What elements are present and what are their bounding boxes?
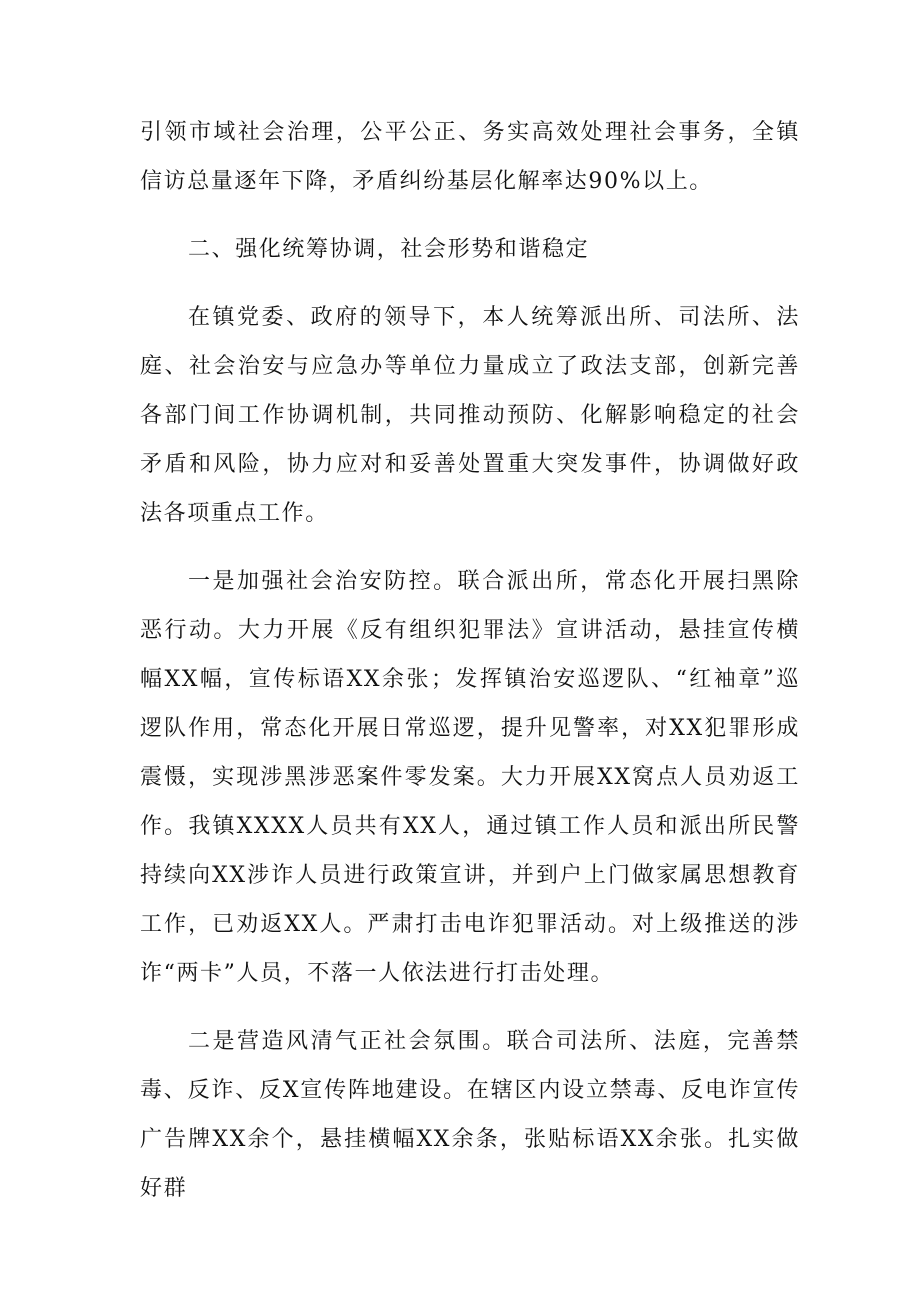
section-heading: 二、强化统筹协调，社会形势和谐稳定: [188, 237, 590, 262]
document-body: [140, 108, 800, 1213]
paragraph-security-control: 一是加强社会治安防控。联合派出所，常态化开展扫黑除恶行动。大力开展《反有组织犯罪法》宣讲活动，悬挂宣传横幅XX幅，宣传标语XX余张；发挥镇治安巡逻队、“红袖章”巡逻队作用，常态化开展日常巡逻，提升见警率，对XX犯罪形成震慑，实现涉黑涉恶案件零发案。大力开展XX窝点人员劝返工作。我镇XXXX人员共有XX人，通过镇工作人员和派出所民警持续向XX涉诈人员进行政策宣讲，并到户上门做家属思想教育工作，已劝返XX人。严肃打击电诈犯罪活动。对上级推送的涉诈“两卡”人员，不落一人依法进行打击处理。: [140, 569, 800, 986]
paragraph-social-atmosphere: 二是营造风清气正社会氛围。联合司法所、法庭，完善禁毒、反诈、反X宣传阵地建设。在辖区内设立禁毒、反电诈宣传广告牌XX余个，悬挂横幅XX余条，张贴标语XX余张。扎实做好群: [140, 1029, 800, 1201]
paragraph-continuation: 引领市域社会治理，公平公正、务实高效处理社会事务，全镇信访总量逐年下降，矛盾纠纷基层化解率达90%以上。: [140, 120, 800, 194]
paragraph-coordination: 在镇党委、政府的领导下，本人统筹派出所、司法所、法庭、社会治安与应急办等单位力量成立了政法支部，创新完善各部门间工作协调机制，共同推动预防、化解影响稳定的社会矛盾和风险，协力应对和妥善处置重大突发事件，协调做好政法各项重点工作。: [140, 305, 800, 526]
